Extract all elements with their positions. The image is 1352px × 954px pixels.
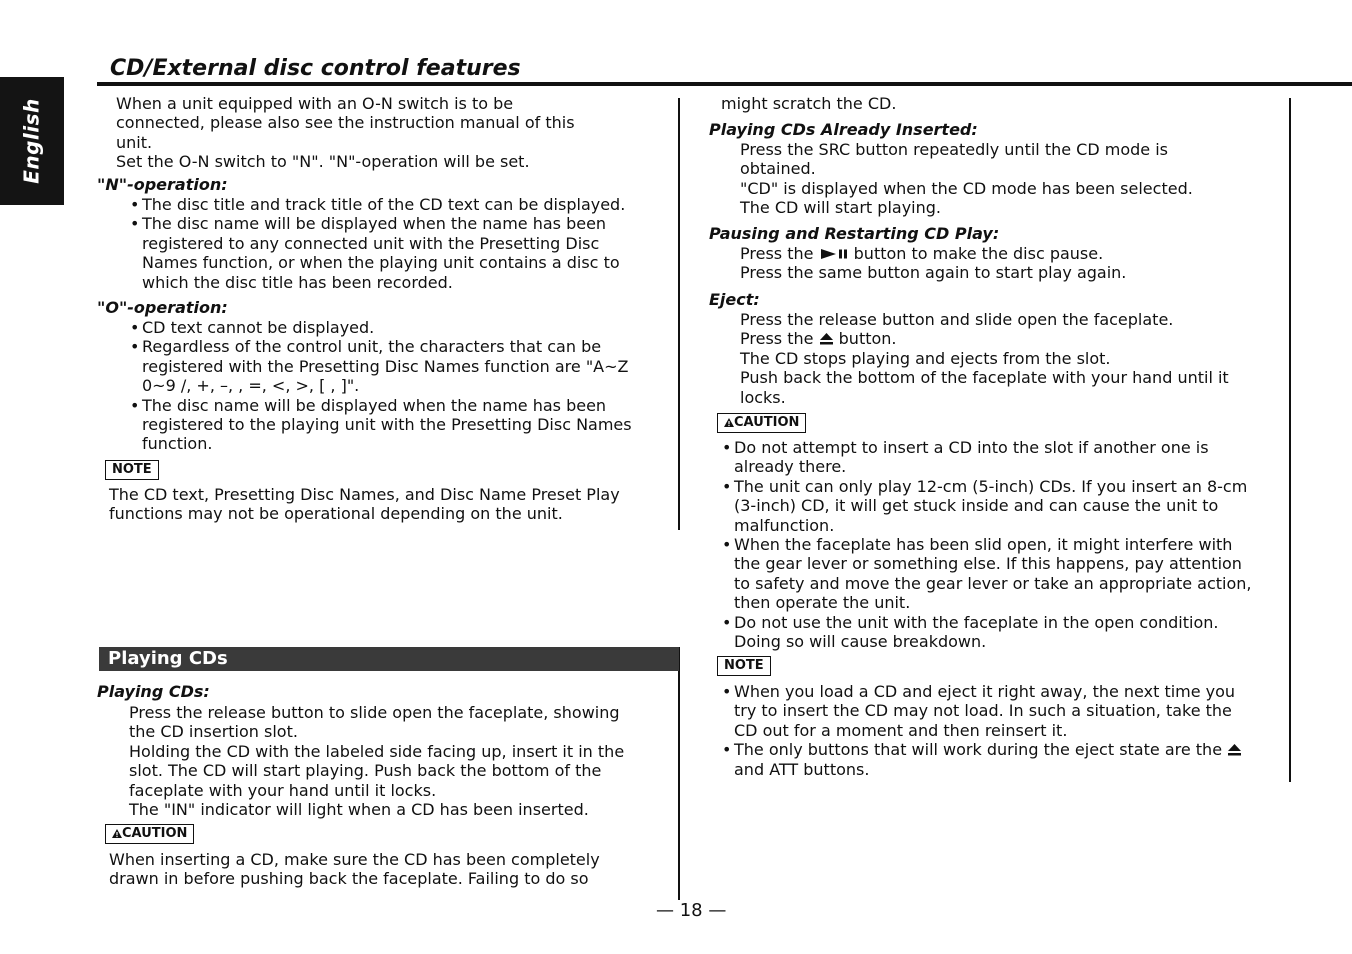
eject-body: Press the release button and slide open the faceplate. Press the button. The CD stops playing and ejects from the slot. Push back the bottom of the faceplate with your hand until it locks. <box>740 310 1229 407</box>
list-item: • The disc name will be displayed when the name has been registered to the playing unit with the Presetting Disc Names function. <box>130 396 675 454</box>
already-inserted-heading: Playing CDs Already Inserted: <box>709 120 978 139</box>
intro-line: When a unit equipped with an O-N switch is to be <box>116 94 514 113</box>
list-item: • Do not attempt to insert a CD into the slot if another one is already there. <box>722 438 1287 477</box>
section-bar-title: Playing CDs <box>108 648 228 669</box>
pausing-body: Press the button to make the disc pause. Press the same button again to start play again. <box>740 244 1127 283</box>
warning-icon <box>112 829 122 838</box>
page-number: — 18 — <box>656 900 727 921</box>
note-list <box>722 682 1287 779</box>
column-divider-upper <box>678 98 680 530</box>
note-label: NOTE <box>105 460 159 480</box>
o-operation-list <box>130 318 675 454</box>
play-pause-icon <box>819 248 849 260</box>
pausing-heading: Pausing and Restarting CD Play: <box>709 224 1000 243</box>
list-item: • The disc name will be displayed when the name has been registered to any connected unit with the Presetting Disc Names function, or when the playing unit contains a disc to which the disc title has been recorded. <box>130 214 675 292</box>
intro-text <box>116 94 575 172</box>
caution-list <box>722 438 1287 651</box>
right-column-rule <box>1289 98 1291 782</box>
column-divider-lower <box>678 647 680 900</box>
n-operation-heading: "N"-operation: <box>97 175 228 194</box>
list-item: • When the faceplate has been slid open, it might interfere with the gear lever or something else. If this happens, pay attention to safety and move the gear lever or take an appropriate action, then operate the unit. <box>722 535 1287 613</box>
o-operation-heading: "O"-operation: <box>97 298 228 317</box>
list-item: • When you load a CD and eject it right away, the next time you try to insert the CD may not load. In such a situation, take the CD out for a moment and then reinsert it. <box>722 682 1287 740</box>
warning-icon <box>724 418 734 427</box>
list-item: • The unit can only play 12-cm (5-inch) CDs. If you insert an 8-cm (3-inch) CD, it will get stuck inside and can cause the unit to malfunction. <box>722 477 1287 535</box>
language-tab-label: English <box>19 98 44 184</box>
playing-cds-body: Press the release button to slide open the faceplate, showing the CD insertion slot. Holding the CD with the labeled side facing up, insert it in the slot. The CD will start playing. Push back the bottom of the faceplate with your hand until it locks. The "IN" indicator will light when a CD has been inserted. <box>129 703 625 820</box>
intro-line: unit. <box>116 132 153 152</box>
intro-line: Set the O-N switch to "N". "N"-operation will be set. <box>116 152 530 172</box>
language-tab <box>0 77 64 205</box>
list-item: • CD text cannot be displayed. <box>130 318 675 337</box>
eject-icon <box>1227 743 1242 756</box>
note-label: NOTE <box>717 656 771 676</box>
already-inserted-body: Press the SRC button repeatedly until the CD mode is obtained. "CD" is displayed when the CD mode has been selected. The CD will start playing. <box>740 140 1193 218</box>
n-operation-list <box>130 195 675 292</box>
playing-cds-heading: Playing CDs: <box>97 682 210 701</box>
list-item: • Do not use the unit with the faceplate in the open condition. Doing so will cause breakdown. <box>722 613 1287 652</box>
title-rule <box>97 82 1352 86</box>
intro-line: connected, please also see the instruction manual of this <box>116 113 575 133</box>
eject-heading: Eject: <box>709 290 760 309</box>
note-text: The CD text, Presetting Disc Names, and Disc Name Preset Play functions may not be operational depending on the unit. <box>109 485 620 524</box>
continued-text: might scratch the CD. <box>721 94 897 113</box>
eject-icon <box>819 332 834 345</box>
list-item: • The only buttons that will work during the eject state are the and ATT buttons. <box>722 740 1287 779</box>
list-item: • Regardless of the control unit, the characters that can be registered with the Presetting Disc Names function are "A~Z 0~9 /, +, –, , =, <, >, [ , ]". <box>130 337 675 395</box>
caution-text: When inserting a CD, make sure the CD has been completely drawn in before pushing back the faceplate. Failing to do so <box>109 850 600 889</box>
caution-label: CAUTION <box>105 824 194 844</box>
caution-label: CAUTION <box>717 413 806 433</box>
page-title: CD/External disc control features <box>110 56 521 81</box>
section-bar-playing-cds <box>99 647 679 671</box>
list-item: • The disc title and track title of the CD text can be displayed. <box>130 195 675 214</box>
